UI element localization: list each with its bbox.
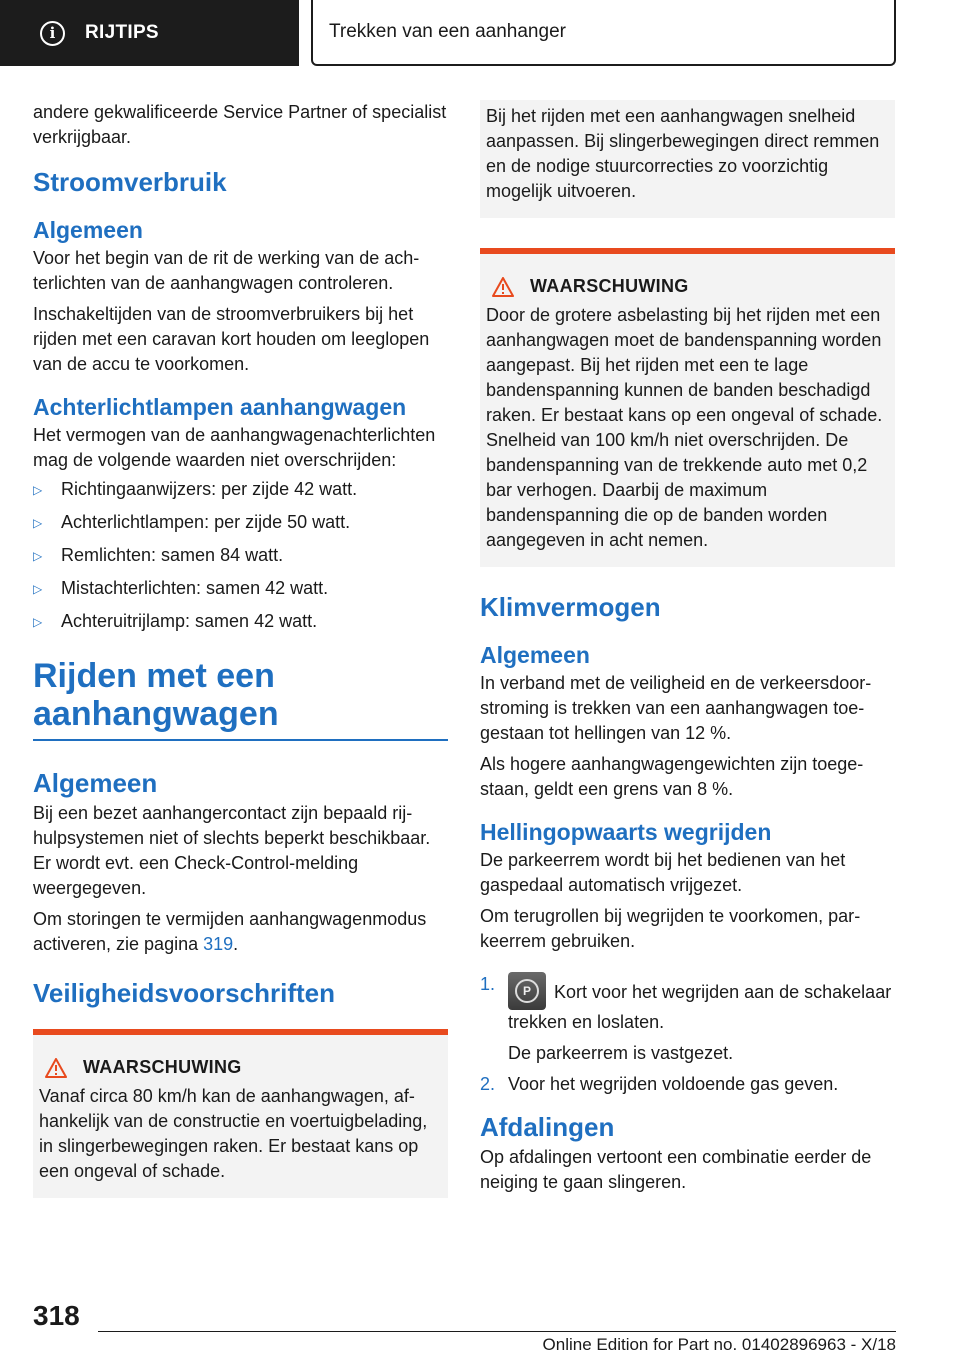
note-text: Bij het rijden met een aanhangwagen snelheid aanpassen. Bij slingerbewegingen direct remmen en de nodige stuurcorrecties zo voorzichtig mogelijk uitvoeren. [486,106,880,201]
paragraph: Inschakeltijden van de stroomverbruikers bij het rijden met een caravan kort houden om leeglopen van de accu te voorkomen. [33,304,430,374]
section-label: RIJTIPS [85,22,159,43]
paragraph: Om terugrollen bij wegrijden te voorkomen, parkeerrem gebruiken. [480,906,861,951]
warning-triangle-icon [492,277,514,297]
list-item: ▷ Remlichten: samen 84 watt. [33,543,448,569]
triangle-bullet-icon: ▷ [33,483,43,497]
paragraph: In verband met de veiligheid en de verkeersdoorstroming is trekken van een aanhangwagen toegestaan tot hellingen van 12 %. [480,673,872,743]
warning-triangle-icon [45,1058,67,1078]
parking-brake-icon: P [508,972,546,1010]
list-item: 2. Voor het wegrijden voldoende gas geven. [480,1074,839,1094]
right-column [480,100,895,1195]
page-number: 318 [33,1300,80,1331]
main-heading: Rijden met een aanhangwagen [33,657,279,733]
main-heading-block [33,657,448,741]
list-item: ▷ Mistachterlichten: samen 42 watt. [33,576,448,602]
list-item: ▷ Achterlichtlampen: per zijde 50 watt. [33,510,448,536]
intro-text: andere gekwalificeerde Service Partner of specialist verkrijgbaar. [33,102,447,147]
heading-klimvermogen: Klimvermogen [480,592,661,622]
heading-veiligheidsvoorschriften: Veiligheidsvoorschriften [33,978,335,1008]
list-item: ▷ Achteruitrijlamp: samen 42 watt. [33,609,448,635]
warning-title: WAARSCHUWING [530,276,689,296]
heading-algemeen: Algemeen [33,217,143,243]
footer-divider [98,1331,896,1332]
warning-title: WAARSCHUWING [83,1057,242,1077]
warning-text: Door de grotere asbelasting bij het rijden met een aanhangwagen moet de bandenspanning worden aangepast. Bij het rijden met een te lage bandenspanning kunnen de banden beschadigd raken. Er bestaat kans op een ongeval of schade. Snelheid van 100 km/h niet overschrijden. De bandenspanning van de trekkende auto met 0,2 bar verhogen. Daarbij de maximum bandenspanning die op de banden worden aangegeven in acht nemen. [486,305,883,550]
triangle-bullet-icon: ▷ [33,516,43,530]
heading-achterlichtlampen: Achterlichtlampen aanhangwagen [33,394,407,420]
note-box [480,100,895,218]
heading-stroomverbruik: Stroomverbruik [33,167,227,197]
paragraph: Om storingen te vermijden aanhangwagenmodus activeren, zie pagina 319. [33,909,427,954]
info-icon: i [40,21,65,46]
heading-hellingopwaarts: Hellingopwaarts wegrijden [480,819,772,845]
header-section-tab [0,0,299,66]
paragraph: Op afdalingen vertoont een combinatie eerder de neiging te gaan slingeren. [480,1147,872,1192]
page-link[interactable]: 319 [203,934,234,954]
triangle-bullet-icon: ▷ [33,582,43,596]
paragraph: Het vermogen van de aanhangwagenachterlichten mag de volgende waarden niet overschrijden: [33,425,436,470]
paragraph: Voor het begin van de rit de werking van de achterlichten van de aanhangwagen controleren. [33,248,420,293]
warning-text: Vanaf circa 80 km/h kan de aanhangwagen, afhankelijk van de constructie en voertuigbelading, in slingerbewegingen raken. Er bestaat kans op een ongeval of schade. [39,1086,428,1181]
wattage-list [33,477,448,635]
list-item: ▷ Richtingaanwijzers: per zijde 42 watt. [33,477,448,503]
heading-algemeen: Algemeen [33,768,158,798]
chapter-title: Trekken van een aanhanger [311,0,896,66]
warning-box [480,248,895,567]
steps-list [480,972,895,1097]
edition-text: Online Edition for Part no. 01402896963 - X/18 [542,1335,896,1354]
triangle-bullet-icon: ▷ [33,615,43,629]
list-item: 1. P Kort voor het wegrijden aan de schakelaar trekken en loslaten. De parkeerrem is vastgezet. [480,974,892,1063]
paragraph: Bij een bezet aanhangercontact zijn bepaald rijhulpsystemen niet of slechts beperkt beschikbaar. Er wordt evt. een Check-Control-melding weergegeven. [33,803,431,898]
paragraph: De parkeerrem wordt bij het bedienen van het gaspedaal automatisch vrijgezet. [480,850,846,895]
paragraph: Als hogere aanhangwagengewichten zijn toegestaan, geldt een grens van 8 %. [480,754,864,799]
triangle-bullet-icon: ▷ [33,549,43,563]
heading-afdalingen: Afdalingen [480,1112,615,1142]
left-column [33,100,448,1198]
heading-algemeen: Algemeen [480,642,590,668]
warning-box [33,1029,448,1198]
